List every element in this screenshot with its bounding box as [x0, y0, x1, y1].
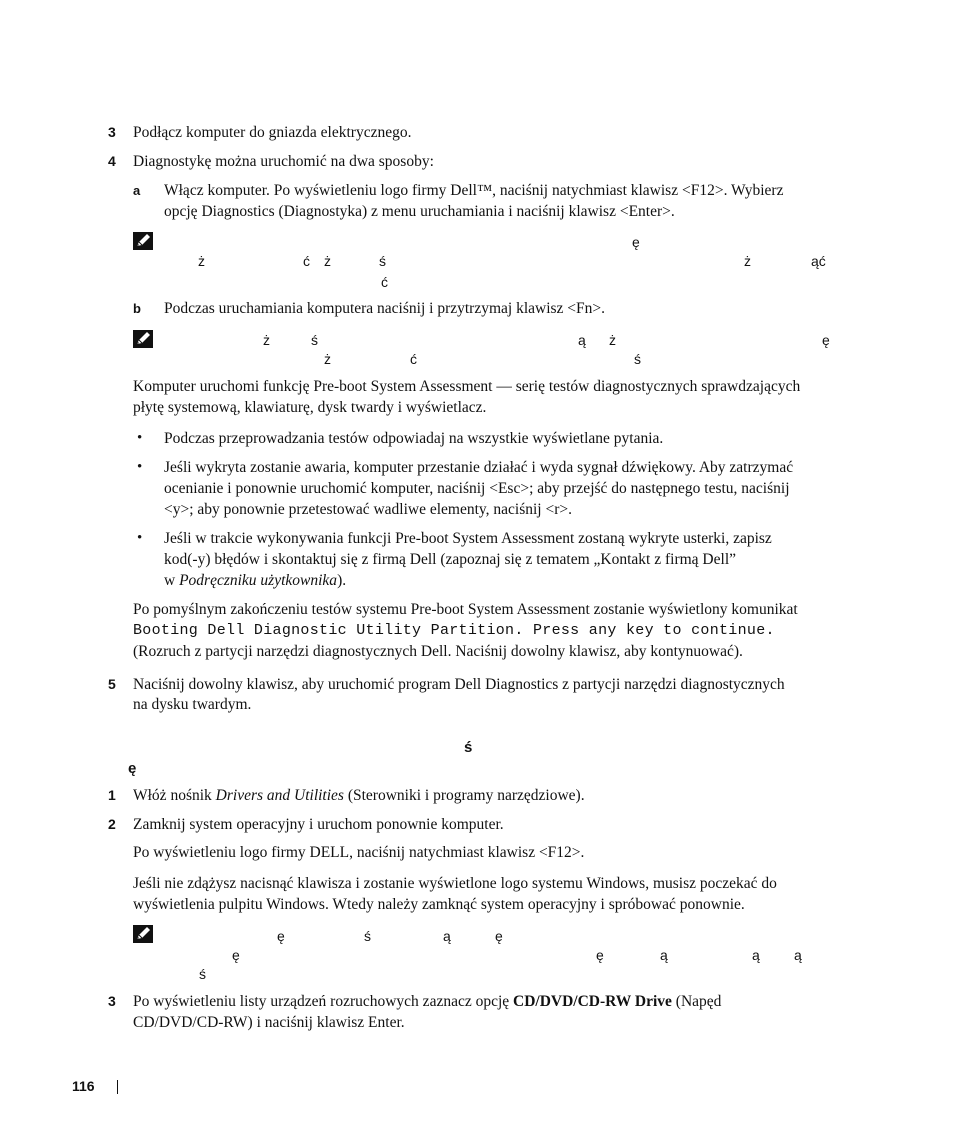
- note-pencil-icon: [133, 232, 153, 250]
- note-text-fragment: ć: [303, 253, 310, 269]
- note-text-fragment: ć: [410, 351, 417, 367]
- step-text: na dysku twardym.: [133, 696, 252, 713]
- note-text-fragment: ą: [752, 947, 760, 963]
- substep-letter: b: [133, 301, 141, 316]
- paragraph-line: płytę systemową, klawiaturę, dysk twardy i wyświetlacz.: [133, 399, 487, 416]
- note-pencil-icon: [133, 330, 153, 348]
- note-text-fragment: ś: [311, 332, 318, 348]
- footer-divider: [117, 1080, 118, 1094]
- bullet-text: Jeśli w trakcie wykonywania funkcji Pre-boot System Assessment zostaną wykryte usterki, zapisz: [164, 530, 772, 547]
- step-text: CD/DVD/CD-RW) i naciśnij klawisz Enter.: [133, 1014, 405, 1031]
- note-text-fragment: ę: [495, 928, 503, 944]
- substep-text-line: opcję Diagnostics (Diagnostyka) z menu uruchamiania i naciśnij klawisz <Enter>.: [164, 203, 675, 220]
- note-text-fragment: ś: [199, 966, 206, 982]
- note-text-fragment: ż: [744, 253, 751, 269]
- bullet-text: kod(-y) błędów i skontaktuj się z firmą Dell (zapoznaj się z tematem „Kontakt z firmą Dell”: [164, 551, 737, 568]
- step-number: 3: [108, 993, 116, 1009]
- note-pencil-icon: [133, 925, 153, 943]
- bullet-marker: •: [137, 430, 143, 446]
- manual-title: Podręczniku użytkownika: [179, 572, 338, 589]
- step-text: Po wyświetleniu listy urządzeń rozruchowych zaznacz opcję CD/DVD/CD-RW Drive (Napęd: [133, 993, 722, 1010]
- note-text-fragment: ż: [324, 253, 331, 269]
- note-text-fragment: ś: [364, 928, 371, 944]
- note-text-fragment: ż: [263, 332, 270, 348]
- bullet-text: w Podręczniku użytkownika).: [164, 572, 347, 589]
- bullet-text: Jeśli wykryta zostanie awaria, komputer przestanie działać i wyda sygnał dźwiękowy. Aby zatrzymać: [164, 459, 794, 476]
- note-text-fragment: ę: [822, 332, 830, 348]
- note-text-fragment: ę: [277, 928, 285, 944]
- media-title: Drivers and Utilities: [215, 787, 344, 804]
- bullet-text: ocenianie i ponownie uruchomić komputer, naciśnij <Esc>; aby przejść do następnego testu, naciśnij: [164, 480, 790, 497]
- note-text-fragment: ąć: [811, 253, 826, 269]
- note-text-fragment: ę: [632, 234, 640, 250]
- note-text-fragment: ę: [232, 947, 240, 963]
- substep-text: Podczas uruchamiania komputera naciśnij i przytrzymaj klawisz <Fn>.: [164, 300, 606, 317]
- step-number: 2: [108, 816, 116, 832]
- note-text-fragment: ż: [324, 351, 331, 367]
- note-text-fragment: ś: [634, 351, 641, 367]
- step-number: 1: [108, 787, 116, 803]
- step-text: Włóż nośnik Drivers and Utilities (Sterowniki i programy narzędziowe).: [133, 787, 585, 804]
- step-text: Zamknij system operacyjny i uruchom ponownie komputer.: [133, 816, 504, 833]
- paragraph-line: Po pomyślnym zakończeniu testów systemu Pre-boot System Assessment zostanie wyświetlony komunikat: [133, 601, 798, 618]
- section-heading-fragment: ś: [464, 739, 473, 756]
- section-heading-fragment: ę: [128, 760, 137, 777]
- substep-text-line: Włącz komputer. Po wyświetleniu logo firmy Dell™, naciśnij natychmiast klawisz <F12>. Wybierz: [164, 182, 784, 199]
- note-text-fragment: ą: [443, 928, 451, 944]
- note-text-fragment: ż: [609, 332, 616, 348]
- note-text-fragment: ż: [198, 253, 205, 269]
- step-text: Diagnostykę można uruchomić na dwa sposoby:: [133, 153, 434, 170]
- step-number: 3: [108, 124, 116, 140]
- paragraph-line: Komputer uruchomi funkcję Pre-boot System Assessment — serię testów diagnostycznych sprawdzających: [133, 378, 801, 395]
- page-number: 116: [72, 1078, 95, 1094]
- bullet-marker: •: [137, 530, 143, 546]
- note-text-fragment: ą: [794, 947, 802, 963]
- substep-letter: a: [133, 183, 141, 198]
- system-message: Booting Dell Diagnostic Utility Partition. Press any key to continue.: [133, 622, 775, 639]
- bullet-text: Podczas przeprowadzania testów odpowiadaj na wszystkie wyświetlane pytania.: [164, 430, 664, 447]
- note-text-fragment: ę: [596, 947, 604, 963]
- paragraph-line: wyświetlenia pulpitu Windows. Wtedy należy zamknąć system operacyjny i spróbować ponownie.: [133, 896, 745, 913]
- bullet-marker: •: [137, 459, 143, 475]
- step-text: Naciśnij dowolny klawisz, aby uruchomić program Dell Diagnostics z partycji narzędzi diagnostycznych: [133, 676, 785, 693]
- paragraph-line: Po wyświetleniu logo firmy DELL, naciśnij natychmiast klawisz <F12>.: [133, 844, 585, 861]
- boot-device-option: CD/DVD/CD-RW Drive: [513, 993, 672, 1010]
- step-text: Podłącz komputer do gniazda elektrycznego.: [133, 124, 412, 141]
- note-text-fragment: ś: [379, 253, 386, 269]
- paragraph-line: (Rozruch z partycji narzędzi diagnostycznych Dell. Naciśnij dowolny klawisz, aby kontynuować).: [133, 643, 743, 660]
- note-text-fragment: ą: [578, 332, 586, 348]
- step-number: 4: [108, 153, 116, 169]
- paragraph-line: Jeśli nie zdążysz nacisnąć klawisza i zostanie wyświetlone logo systemu Windows, musisz poczekać do: [133, 875, 777, 892]
- bullet-text: <y>; aby ponownie przetestować wadliwe elementy, naciśnij <r>.: [164, 501, 572, 518]
- note-text-fragment: ć: [381, 274, 388, 290]
- step-number: 5: [108, 676, 116, 692]
- note-text-fragment: ą: [660, 947, 668, 963]
